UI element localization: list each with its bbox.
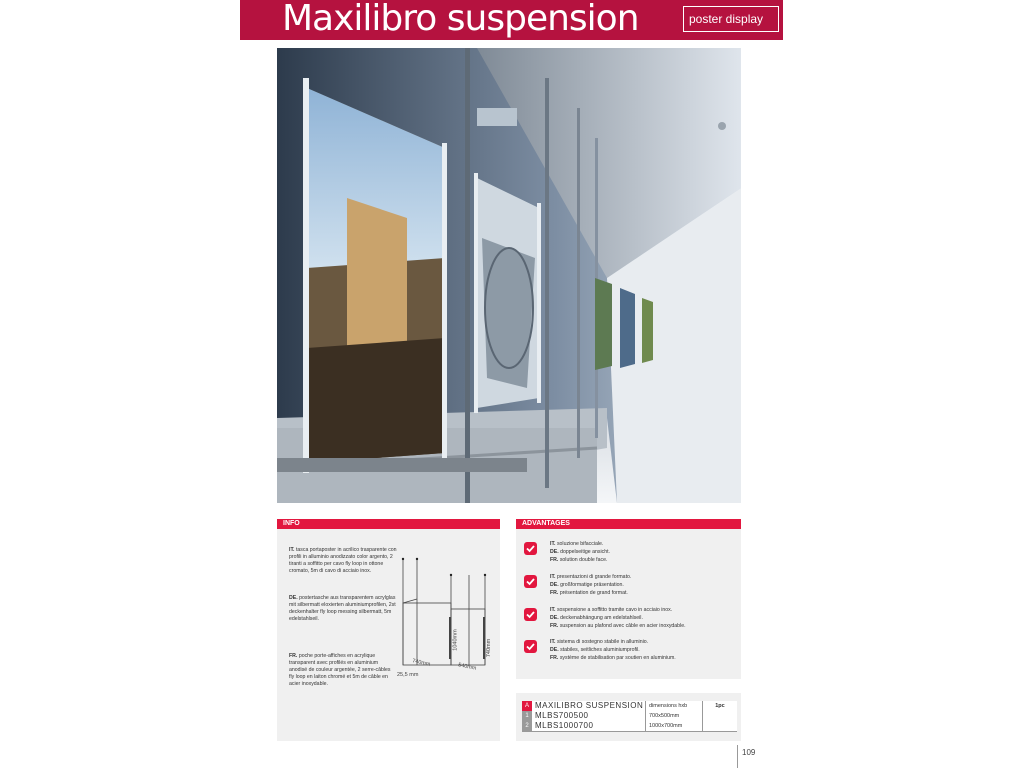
tag-de: DE.: [550, 582, 559, 588]
row-index: 2: [522, 721, 532, 731]
info-it-text: tasca portaposter in acrilico trasparente con profili in alluminio anodizzato color argento, 2 tiranti a soffitto per cavo fly loop in ottone cromato, 5m di cavo di acciaio inox.: [289, 547, 397, 574]
advantages-panel: [516, 519, 741, 679]
advantages-title: ADVANTAGES: [516, 519, 741, 529]
info-title: INFO: [277, 519, 500, 529]
tag-de: DE.: [550, 615, 559, 621]
adv-de: deckenabhängung am edelstahlseil.: [560, 615, 643, 621]
adv-it: sospensione a soffitto tramite cavo in acciaio inox.: [556, 607, 673, 613]
info-de-text: postertasche aus transparentem acrylglas mit silbermatt eloxierten aluminiumprofilen, 2st deckenhalter fly loop messing silbermatt, 5m edelstahlseil.: [289, 595, 396, 622]
info-it: [289, 547, 397, 575]
info-de-tag: DE.: [289, 595, 298, 601]
product-size: 700x500mm: [645, 711, 702, 721]
category-label: poster display: [689, 12, 764, 26]
column-pcs: 1pc: [702, 701, 737, 711]
product-code: MLBS700500: [535, 711, 589, 720]
tag-de: DE.: [550, 549, 559, 555]
adv-fr: solution double face.: [559, 557, 608, 563]
dim-label-1: 740mm: [411, 658, 431, 668]
column-dimensions: dimensions hxb: [645, 701, 702, 711]
product-table: [516, 693, 741, 741]
info-fr-tag: FR.: [289, 653, 298, 659]
adv-de: großformatige präsentation.: [560, 582, 624, 588]
product-code: MLBS1000700: [535, 721, 594, 730]
info-fr: [289, 653, 397, 688]
dim-label-4: 740mm: [486, 638, 493, 658]
adv-it: presentazioni di grande formato.: [556, 574, 632, 580]
tag-it: IT.: [550, 607, 556, 613]
table-row: [522, 721, 737, 732]
tag-fr: FR.: [550, 623, 559, 629]
info-fr-text: poche porte-affiches en acrylique transparent avec profilés en aluminium anodisé de couleur argentée, 2 serre-câbles fly loop en laiton chromé et 5m de câble en acier inoxydable.: [289, 653, 391, 687]
product-photo: [277, 48, 741, 503]
info-de: [289, 595, 397, 623]
tag-fr: FR.: [550, 590, 559, 596]
adv-fr: suspension au plafond avec câble en acier inoxydable.: [559, 623, 686, 629]
adv-fr: système de stabilisation par soutien en aluminium.: [559, 655, 676, 661]
tag-it: IT.: [550, 541, 556, 547]
page-divider: [737, 745, 738, 768]
info-it-tag: IT.: [289, 547, 295, 553]
technical-drawing: [393, 555, 497, 685]
check-icon: [524, 640, 537, 653]
product-size: 1000x700mm: [645, 721, 702, 731]
dim-label-3: 540mm: [457, 662, 477, 672]
column-name: MAXILIBRO SUSPENSION: [535, 701, 644, 710]
tag-it: IT.: [550, 639, 556, 645]
row-index: 1: [522, 711, 532, 721]
check-icon: [524, 542, 537, 555]
dim-label-2: 1040mm: [452, 629, 459, 651]
info-panel: [277, 519, 500, 741]
adv-it: soluzione bifacciale.: [556, 541, 604, 547]
tag-fr: FR.: [550, 557, 559, 563]
tag-de: DE.: [550, 647, 559, 653]
tag-fr: FR.: [550, 655, 559, 661]
adv-it: sistema di sostegno stabile in alluminio.: [556, 639, 649, 645]
adv-fr: présentation de grand format.: [559, 590, 628, 596]
check-icon: [524, 575, 537, 588]
tag-it: IT.: [550, 574, 556, 580]
column-letter: A: [522, 701, 532, 711]
page-number: 109: [742, 748, 756, 757]
product-pcs: [702, 711, 737, 721]
page-title: Maxilibro suspension: [282, 0, 639, 39]
dim-label-5: 25,5 mm: [397, 672, 419, 678]
product-pcs: [702, 721, 737, 731]
adv-de: doppelseitige ansicht.: [560, 549, 611, 555]
check-icon: [524, 608, 537, 621]
adv-de: stabiles, seitliches aluminiumprofil.: [560, 647, 640, 653]
